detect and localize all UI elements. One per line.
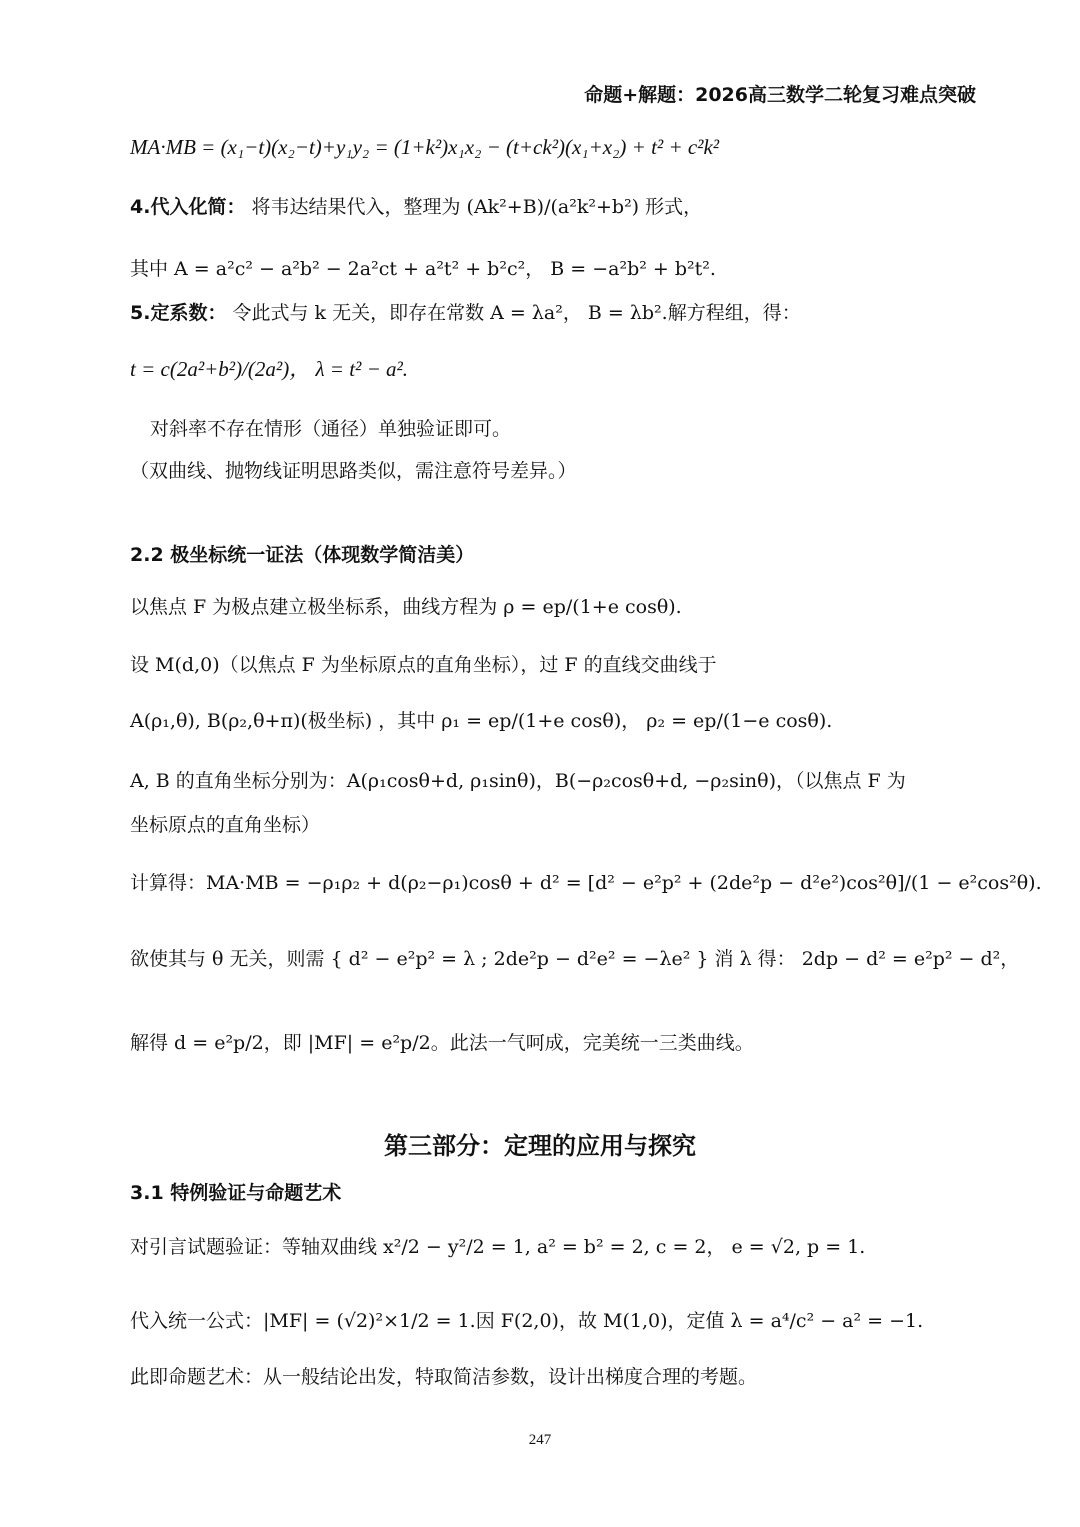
step-4-text: 将韦达结果代入，整理为 (Ak²+B)/(a²k²+b²) 形式， <box>251 196 703 218</box>
independence-condition-line: 欲使其与 θ 无关，则需 { d² − e²p² = λ ; 2de²p − d²e² = −λe² } 消 λ 得： 2dp − d² = e²p² − d²， <box>130 948 1020 970</box>
step-5-label: 5.定系数： <box>130 302 227 324</box>
coefficients-line: 其中 A = a²c² − a²b² − 2a²ct + a²t² + b²c²， B = −a²b² + b²t². <box>130 258 716 280</box>
polar-dot-product-line: 计算得：MA·MB = −ρ₁ρ₂ + d(ρ₂−ρ₁)cosθ + d² = [d² − e²p² + (2de²p − d²e²)cos²θ]/(1 − e²cos²θ). <box>130 872 1042 894</box>
page-number: 247 <box>528 1432 552 1448</box>
note-vertical-slope: 对斜率不存在情形（通径）单独验证即可。 <box>150 418 512 440</box>
step-4 <box>130 196 702 220</box>
polar-equation-line: 以焦点 F 为极点建立极坐标系，曲线方程为 ρ = ep/(1+e cosθ). <box>130 596 682 618</box>
section-2-2-heading: 2.2 极坐标统一证法（体现数学简洁美） <box>130 544 475 566</box>
cartesian-coords-line: A, B 的直角坐标分别为：A(ρ₁cosθ+d, ρ₁sinθ)，B(−ρ₂cosθ+d, −ρ₂sinθ)，（以焦点 F 为 <box>130 770 906 792</box>
note-hyperbola-parabola: （双曲线、抛物线证明思路类似，需注意符号差异。） <box>130 460 577 482</box>
step-5-text: 令此式与 k 无关，即存在常数 A = λa²， B = λb².解方程组，得： <box>232 302 801 324</box>
step-5 <box>130 302 801 326</box>
running-header: 命题+解题：2026高三数学二轮复习难点突破 <box>584 84 976 106</box>
section-3-1-heading: 3.1 特例验证与命题艺术 <box>130 1182 342 1204</box>
unified-formula-line: 代入统一公式：|MF| = (√2)²×1/2 = 1.因 F(2,0)，故 M(1,0)，定值 λ = a⁴/c² − a² = −1. <box>130 1310 924 1332</box>
solution-d-line: 解得 d = e²p/2，即 |MF| = e²p/2。此法一气呵成，完美统一三类曲线。 <box>130 1032 754 1054</box>
example-verification-line: 对引言试题验证：等轴双曲线 x²/2 − y²/2 = 1, a² = b² = 2, c = 2， e = √2, p = 1. <box>130 1236 866 1258</box>
solution-t-lambda: t = c(2a²+b²)/(2a²)， λ = t² − a². <box>130 357 409 381</box>
part-3-title: 第三部分：定理的应用与探究 <box>384 1132 696 1160</box>
point-m-line: 设 M(d,0)（以焦点 F 为坐标原点的直角坐标），过 F 的直线交曲线于 <box>130 654 717 676</box>
cartesian-coords-cont: 坐标原点的直角坐标） <box>130 814 321 836</box>
equation-dot-product: MA·MB = (x₁−t)(x₂−t)+y₁y₂ = (1+k²)x₁x₂ − (t+ck²)(x₁+x₂) + t² + c²k² <box>130 135 720 159</box>
rho-definitions-line: A(ρ₁,θ), B(ρ₂,θ+π)(极坐标) ，其中 ρ₁ = ep/(1+e cosθ)， ρ₂ = ep/(1−e cosθ). <box>130 710 833 732</box>
design-art-line: 此即命题艺术：从一般结论出发，特取简洁参数，设计出梯度合理的考题。 <box>130 1366 758 1388</box>
step-4-label: 4.代入化简： <box>130 196 246 218</box>
